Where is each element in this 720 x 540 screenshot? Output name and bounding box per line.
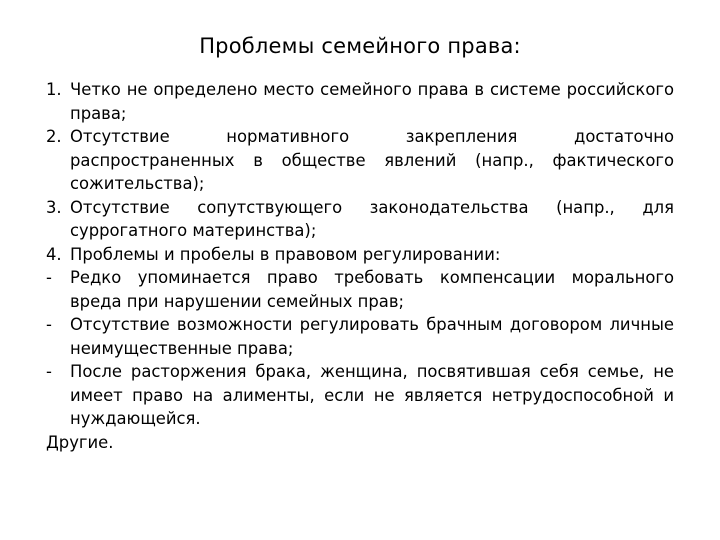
list-marker: 2. — [46, 127, 62, 146]
list-item — [46, 125, 674, 196]
list-item-text: Четко не определено место семейного права в системе российского права; — [70, 80, 674, 123]
list-item-text: Отсутствие возможности регулировать брачным договором личные неимущественные права; — [70, 315, 674, 358]
list-marker: 3. — [46, 197, 62, 217]
list-marker: 1. — [46, 80, 62, 99]
list-marker: - — [46, 315, 52, 334]
list-item-text: После расторжения брака, женщина, посвятившая себя семье, не имеет право на алименты, если не является нетрудоспособной и нуждающейся. — [70, 362, 674, 428]
list-marker: - — [46, 268, 52, 287]
list-item-text: Отсутствие сопутствующего законодательства (напр., для суррогатного материнства); — [70, 197, 674, 240]
list-item — [46, 196, 674, 243]
list-item — [46, 243, 674, 267]
list-item-text: Редко упоминается право требовать компенсации морального вреда при нарушении семейных прав; — [70, 268, 674, 311]
list-item — [46, 313, 674, 360]
list-item-text: Проблемы и пробелы в правовом регулировании: — [70, 244, 501, 264]
list-item — [46, 78, 674, 125]
list-item — [46, 360, 674, 431]
list-item-text: Отсутствие нормативного закрепления достаточно распространенных в обществе явлений (напр., фактического сожительства); — [70, 127, 674, 193]
list-marker: - — [46, 362, 52, 381]
problems-list — [46, 78, 674, 454]
closing-text: Другие. — [46, 432, 114, 452]
slide-title: Проблемы семейного права: — [199, 34, 521, 58]
list-item — [46, 266, 674, 313]
list-marker: 4. — [46, 244, 62, 264]
